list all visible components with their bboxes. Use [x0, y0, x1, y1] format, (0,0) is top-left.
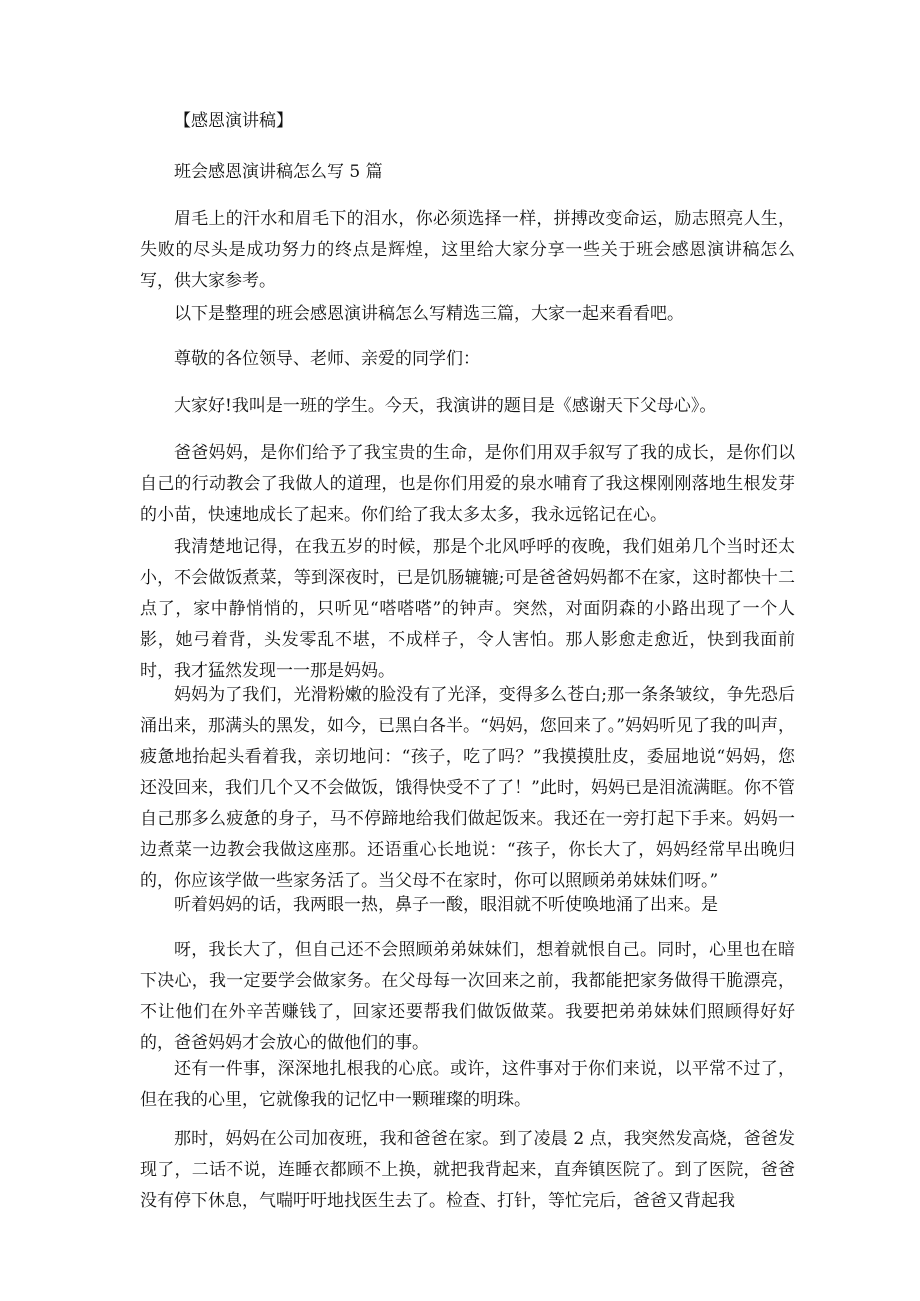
document-title: 班会感恩演讲稿怎么写 5 篇 — [174, 162, 383, 182]
paragraph-another-event: 还有一件事，深深地扎根我的心底。或许，这件事对于你们来说，以平常不过了，但在我的心里，它就像我的记忆中一颗璀璨的明珠。 — [140, 1059, 795, 1110]
paragraph-tears: 听着妈妈的话，我两眼一热，鼻子一酸，眼泪就不听使唤地涌了出来。是 — [174, 895, 718, 915]
paragraph-resolve: 呀，我长大了，但自己还不会照顾弟弟妹妹们，想着就恨自己。同时，心里也在暗下决心，我一定要学会做家务。在父母每一次回来之前，我都能把家务做得干脆漂亮，不让他们在外辛苦赚钱了，回家还要帮我们做饭做菜。我要把弟弟妹妹们照顾得好好的，爸爸妈妈才会放心的做他们的事。 — [140, 940, 795, 1053]
paragraph-mother: 妈妈为了我们，光滑粉嫩的脸没有了光泽，变得多么苍白;那一条条皱纹，争先恐后涌出来，那满头的黑发，如今，已黑白各半。“妈妈，您回来了。”妈妈听见了我的叫声，疲惫地抬起头看着我，亲切地问：“孩子，吃了吗？”我摸摸肚皮，委屈地说“妈妈，您还没回来，我们几个又不会做饭，饿得快受不了了！”此时，妈妈已是泪流满眶。你不管自己那多么疲惫的身子，马不停蹄地给我们做起饭来。我还在一旁打起下手来。妈妈一边煮菜一边教会我做这座那。还语重心长地说：“孩子，你长大了，妈妈经常早出晚归的，你应该学做一些家务活了。当父母不在家时，你可以照顾弟弟妹妹们呀。” — [140, 685, 795, 891]
paragraph-hospital: 那时，妈妈在公司加夜班，我和爸爸在家。到了凌晨 2 点，我突然发高烧，爸爸发现了，二话不说，连睡衣都顾不上换，就把我背起来，直奔镇医院了。到了医院，爸爸没有停下休息，气喘吁吁地找医生去了。检查、打针，等忙完后，爸爸又背起我 — [140, 1129, 795, 1211]
paragraph-parents: 爸爸妈妈，是你们给予了我宝贵的生命，是你们用双手叙写了我的成长，是你们以自己的行动教会了我做人的道理，也是你们用爱的泉水哺育了我这棵刚刚落地生根发芽的小苗，快速地成长了起来。你们给了我太多太多，我永远铭记在心。 — [140, 443, 795, 525]
paragraph-greeting: 大家好!我叫是一班的学生。今天，我演讲的题目是《感谢天下父母心》。 — [174, 396, 717, 416]
paragraph-intro: 眉毛上的汗水和眉毛下的泪水，你必须选择一样，拼搏改变命运，励志照亮人生，失败的尽头是成功努力的终点是辉煌，这里给大家分享一些关于班会感恩演讲稿怎么写，供大家参考。 — [140, 209, 795, 291]
paragraph-selection: 以下是整理的班会感恩演讲稿怎么写精选三篇，大家一起来看看吧。 — [174, 304, 684, 324]
paragraph-salutation: 尊敬的各位领导、老师、亲爱的同学们： — [174, 349, 480, 369]
bracket-title: 【感恩演讲稿】 — [174, 111, 293, 131]
paragraph-memory: 我清楚地记得，在我五岁的时候，那是个北风呼呼的夜晚，我们姐弟几个当时还太小，不会做饭煮菜，等到深夜时，已是饥肠辘辘;可是爸爸妈妈都不在家，这时都快十二点了，家中静悄悄的，只听见“嗒嗒嗒”的钟声。突然，对面阴森的小路出现了一个人影，她弓着背，头发零乱不堪，不成样子，令人害怕。那人影愈走愈近，快到我面前时，我才猛然发现一一那是妈妈。 — [140, 537, 795, 681]
